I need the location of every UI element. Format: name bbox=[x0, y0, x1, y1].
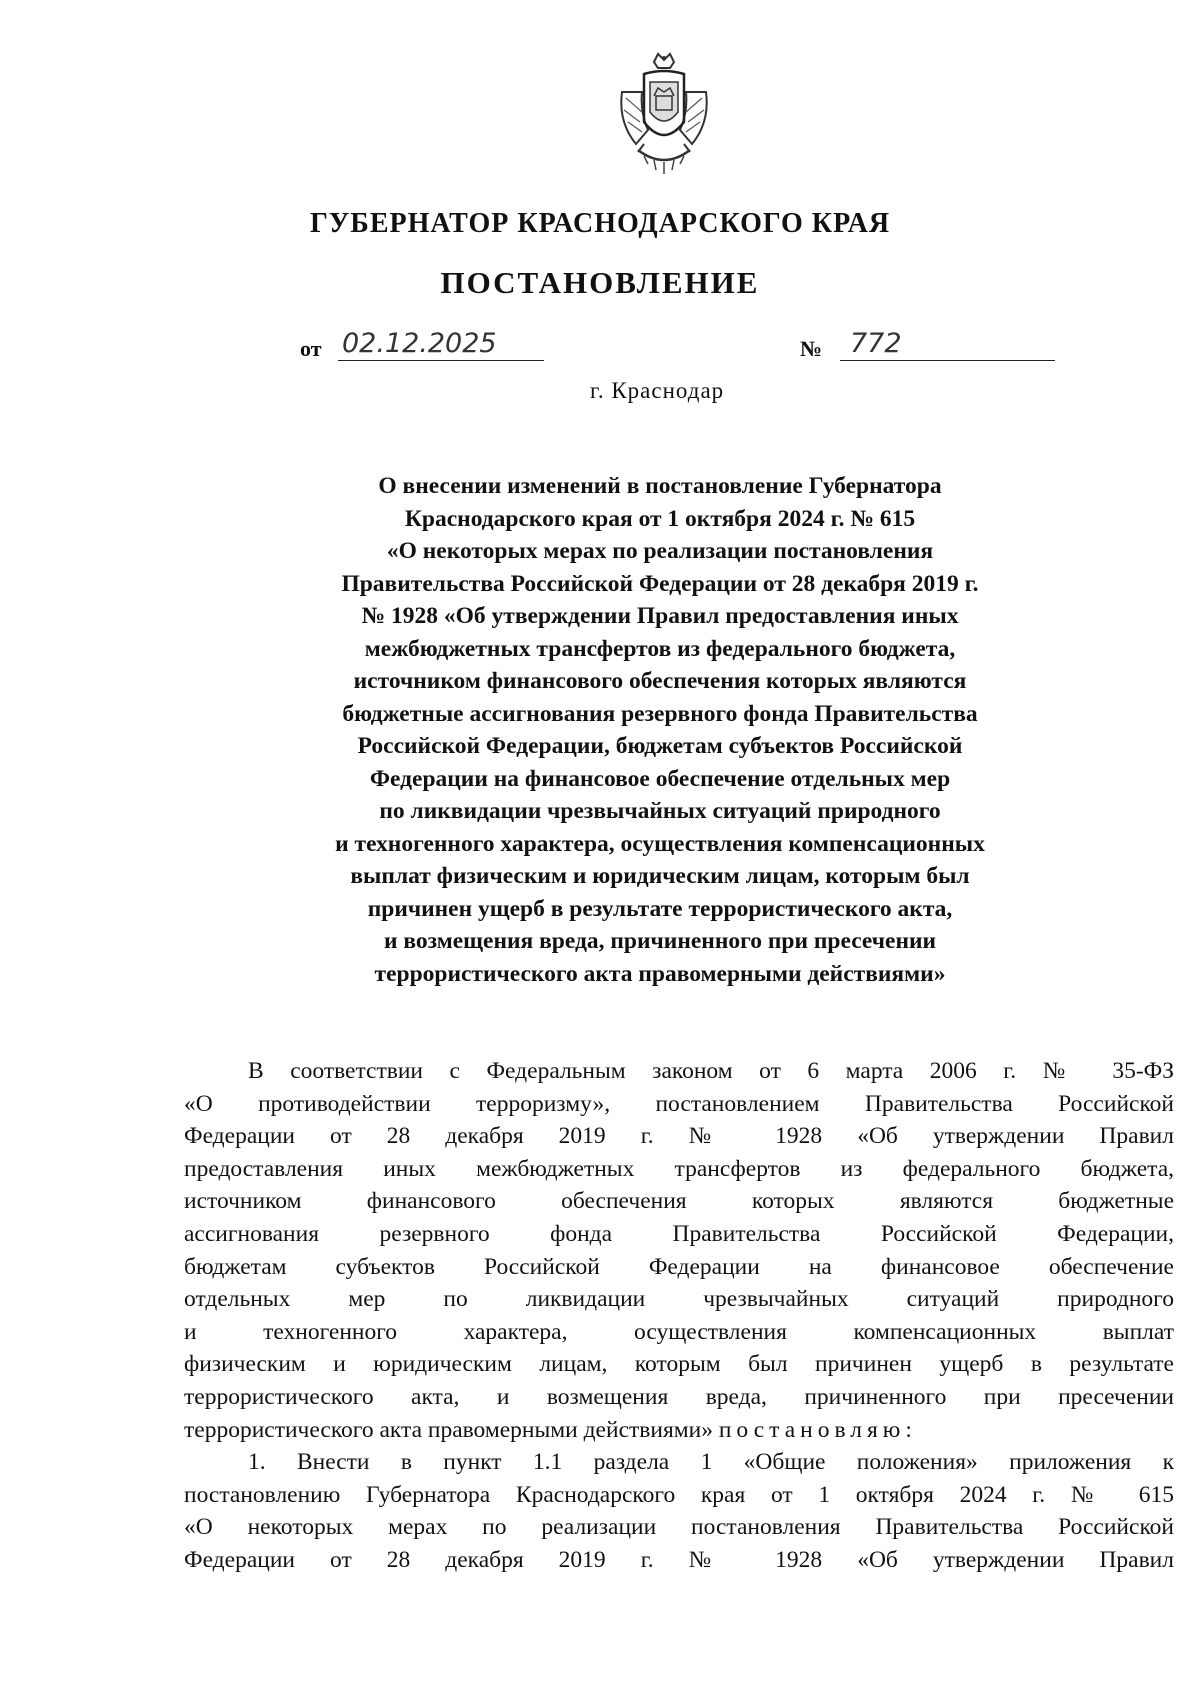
title-line: «О некоторых мерах по реализации постановления bbox=[386, 538, 934, 564]
document-type-heading: ПОСТАНОВЛЕНИЕ bbox=[440, 265, 760, 300]
body-line: предоставления иных межбюджетных трансфертов из федерального бюджета, bbox=[184, 1155, 1174, 1182]
date-number-row bbox=[0, 328, 1200, 368]
title-line: источником финансового обеспечения которых являются bbox=[353, 668, 967, 694]
title-line: Российской Федерации, бюджетам субъектов Российской bbox=[357, 733, 963, 759]
body-line: «О некоторых мерах по реализации постановления Правительства Российской bbox=[184, 1514, 1174, 1541]
title-line: бюджетные ассигнования резервного фонда Правительства bbox=[342, 700, 978, 727]
title-line: Федерации на финансовое обеспечение отдельных мер bbox=[369, 765, 951, 792]
body-line: 1. Внести в пункт 1.1 раздела 1 «Общие положения» приложения к bbox=[248, 1449, 1174, 1476]
title-line: и техногенного характера, осуществления компенсационных bbox=[335, 830, 985, 857]
body-line: и техногенного характера, осуществления компенсационных выплат bbox=[184, 1318, 1174, 1345]
body-line: отдельных мер по ликвидации чрезвычайных ситуаций природного bbox=[184, 1286, 1174, 1313]
date-value: 02.12.2025 bbox=[338, 328, 544, 361]
body-line: «О противодействии терроризму», постановлением Правительства Российской bbox=[184, 1090, 1174, 1117]
title-line: О внесении изменений в постановление Губернатора bbox=[378, 473, 942, 499]
body-line-text: террористического акта правомерными действиями» bbox=[184, 1416, 713, 1443]
title-line: № 1928 «Об утверждении Правил предоставления иных bbox=[361, 603, 959, 629]
title-line: по ликвидации чрезвычайных ситуаций природного bbox=[379, 798, 941, 824]
body-line: террористического акта, и возмещения вреда, причиненного при пресечении bbox=[184, 1383, 1174, 1410]
body-line: постановлению Губернатора Краснодарского края от 1 октября 2024 г. № 615 bbox=[184, 1481, 1174, 1508]
title-line: Правительства Российской Федерации от 28 декабря 2019 г. bbox=[341, 570, 979, 597]
city-label: г. Краснодар bbox=[590, 378, 725, 403]
body-line: бюджетам субъектов Российской Федерации на финансовое обеспечение bbox=[184, 1253, 1174, 1280]
title-line: Краснодарского края от 1 октября 2024 г. № 615 bbox=[404, 505, 916, 532]
document-title bbox=[240, 470, 1080, 990]
date-prefix: от bbox=[300, 336, 322, 361]
authority-heading: ГУБЕРНАТОР КРАСНОДАРСКОГО КРАЯ bbox=[309, 208, 891, 239]
number-prefix: № bbox=[800, 336, 823, 361]
document-body bbox=[184, 1055, 1174, 1577]
title-line: выплат физическим и юридическим лицам, которым был bbox=[350, 863, 970, 889]
body-line: В соответствии с Федеральным законом от 6 марта 2006 г. № 35-ФЗ bbox=[248, 1058, 1174, 1084]
body-line: ассигнования резервного фонда Правительства Российской Федерации, bbox=[184, 1220, 1174, 1247]
title-line: террористического акта правомерными действиями» bbox=[374, 960, 946, 987]
title-line: межбюджетных трансфертов из федерального бюджета, bbox=[364, 635, 956, 662]
body-line: физическим и юридическим лицам, которым был причинен ущерб в результате bbox=[184, 1351, 1174, 1378]
title-line: и возмещения вреда, причиненного при пресечении bbox=[383, 928, 937, 954]
number-value: 772 bbox=[840, 328, 1055, 361]
body-line: Федерации от 28 декабря 2019 г. № 1928 «Об утверждении Правил bbox=[184, 1546, 1174, 1573]
body-line: Федерации от 28 декабря 2019 г. № 1928 «Об утверждении Правил bbox=[184, 1123, 1174, 1150]
title-line: причинен ущерб в результате террористического акта, bbox=[367, 895, 953, 922]
resolve-word: постановляю: bbox=[718, 1416, 917, 1443]
body-line-resolve bbox=[184, 1414, 1174, 1447]
coat-of-arms-emblem bbox=[614, 52, 714, 180]
body-line: источником финансового обеспечения которых являются бюджетные bbox=[184, 1188, 1174, 1215]
